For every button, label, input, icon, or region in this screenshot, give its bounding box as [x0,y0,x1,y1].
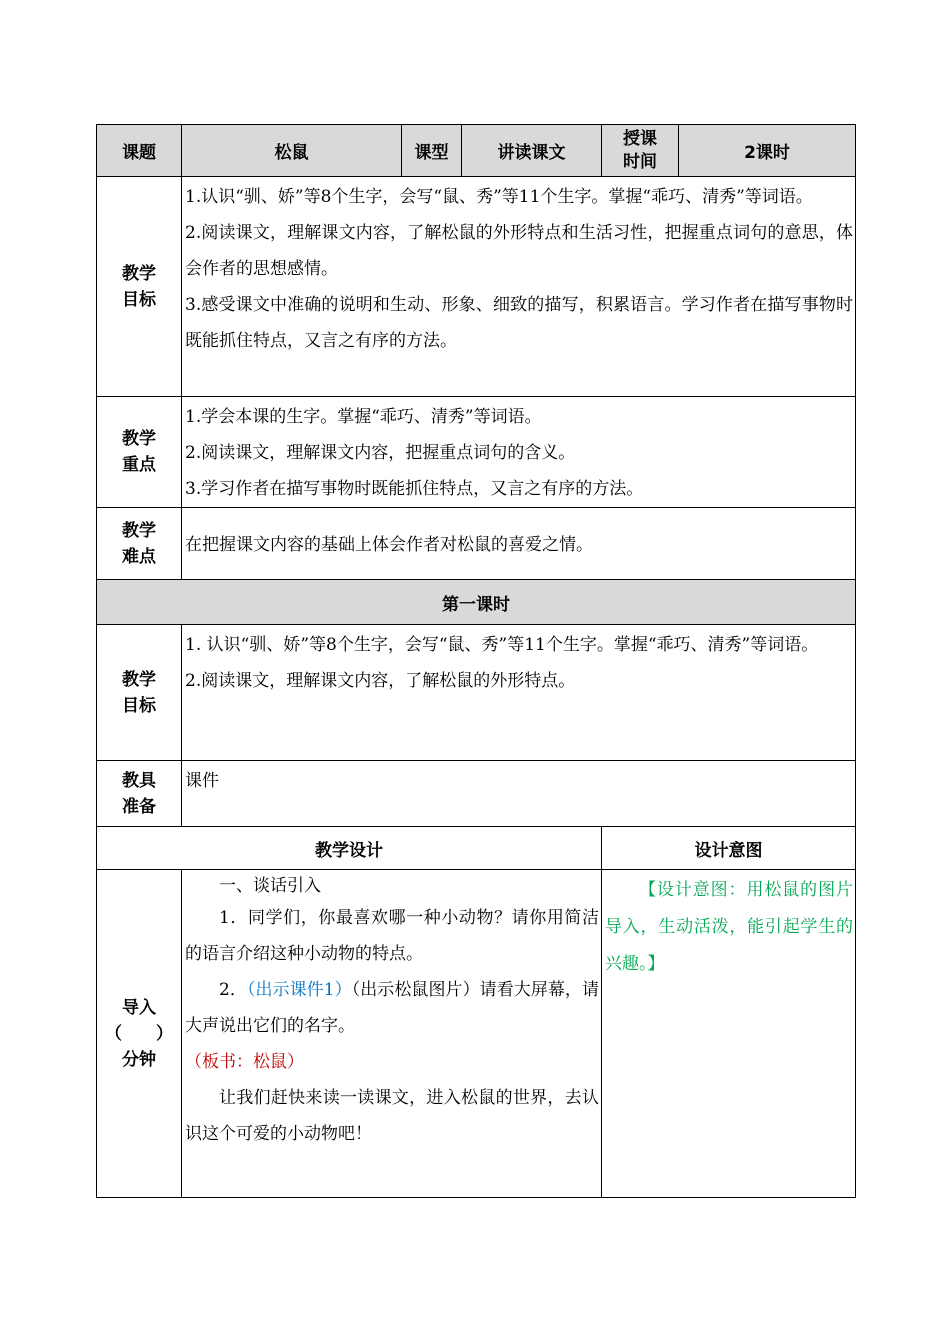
board-note: （板书：松鼠） [185,1052,304,1072]
intro-intent [602,870,856,1198]
lesson1-goals-label-line2: 目标 [122,695,156,716]
design-header-row [97,827,856,870]
lesson1-title: 第一课时 [97,580,856,625]
design-heading: 一、谈话引入 [219,876,321,896]
difficulties-label [97,508,182,580]
lesson1-goals-label [97,625,182,761]
difficulties-content [182,508,856,580]
intent-header: 设计意图 [602,827,856,870]
keypoints-label [97,397,182,508]
difficulties-text: 在把握课文内容的基础上体会作者对松鼠的喜爱之情。 [185,534,593,555]
type-value: 讲读课文 [462,125,602,177]
design-header: 教学设计 [97,827,602,870]
intro-label-line3: 分钟 [122,1049,156,1070]
goal-item: 2.阅读课文，理解课文内容，了解松鼠的外形特点和生活习性，把握重点词句的意思，体会作者的思想感情。 [185,223,853,279]
keypoints-content [182,397,856,508]
difficulties-row [97,508,856,580]
keypoints-row [97,397,856,508]
lesson1-goals-row [97,625,856,761]
tools-label-line1: 教具 [122,770,156,791]
lesson-plan-table [96,124,856,1198]
goal-item: 3.感受课文中准确的说明和生动、形象、细致的描写，积累语言。学习作者在描写事物时既能抓住特点，又言之有序的方法。 [185,295,853,351]
design-step2-text: （出示松鼠图片）请看大屏幕，请大声说出它们的名字。 [185,980,599,1036]
time-label-line2: 时间 [623,151,657,172]
time-value: 2课时 [679,125,856,177]
lesson1-goal-item: 1. 认识“驯、娇”等8个生字，会写“鼠、秀”等11个生字。掌握“乖巧、清秀”等词语。 [185,635,819,655]
intent-text: 【设计意图：用松鼠的图片导入，生动活泼，能引起学生的兴趣。】 [605,880,853,974]
intro-row [97,870,856,1198]
design-closing: 让我们赶快来读一读课文，进入松鼠的世界，去认识这个可爱的小动物吧！ [185,1088,599,1144]
difficulties-label-line2: 难点 [122,546,156,567]
keypoint-item: 1.学会本课的生字。掌握“乖巧、清秀”等词语。 [185,407,542,427]
topic-value: 松鼠 [182,125,402,177]
keypoints-label-line2: 重点 [122,455,156,475]
keypoint-item: 3.学习作者在描写事物时既能抓住特点，又言之有序的方法。 [185,479,644,499]
keypoint-item: 2.阅读课文，理解课文内容，把握重点词句的含义。 [185,443,576,463]
lesson1-goal-item: 2.阅读课文，理解课文内容，了解松鼠的外形特点。 [185,671,576,691]
goals-content [182,177,856,397]
goals-label [97,177,182,397]
goals-label-line1: 教学 [122,263,156,284]
courseware-tag: （出示课件1） [246,980,352,1000]
tools-text: 课件 [185,771,219,791]
intro-label-line2: （ ） [105,1023,173,1044]
intro-design [182,870,602,1198]
keypoints-label-line1: 教学 [122,429,156,449]
design-step1: 1．同学们，你最喜欢哪一种小动物？请你用简洁的语言介绍这种小动物的特点。 [185,908,599,964]
intro-label [97,870,182,1198]
lesson-plan-sheet [96,124,855,1198]
type-label: 课型 [402,125,462,177]
time-label-line1: 授课 [623,128,657,149]
lesson1-goals-label-line1: 教学 [122,669,156,690]
goals-label-line2: 目标 [122,289,156,310]
tools-label-line2: 准备 [122,796,156,817]
topic-label: 课题 [97,125,182,177]
time-label [602,125,679,177]
difficulties-label-line1: 教学 [122,520,156,541]
tools-row [97,761,856,827]
intro-label-line1: 导入 [122,997,156,1018]
header-row [97,125,856,177]
tools-label [97,761,182,827]
lesson1-band-row [97,580,856,625]
design-step2 [185,972,599,1044]
goals-row [97,177,856,397]
design-step2-num: 2． [219,980,247,1000]
lesson1-goals-content [182,625,856,761]
goal-item: 1.认识“驯、娇”等8个生字，会写“鼠、秀”等11个生字。掌握“乖巧、清秀”等词语。 [185,187,813,207]
tools-content [182,761,856,827]
